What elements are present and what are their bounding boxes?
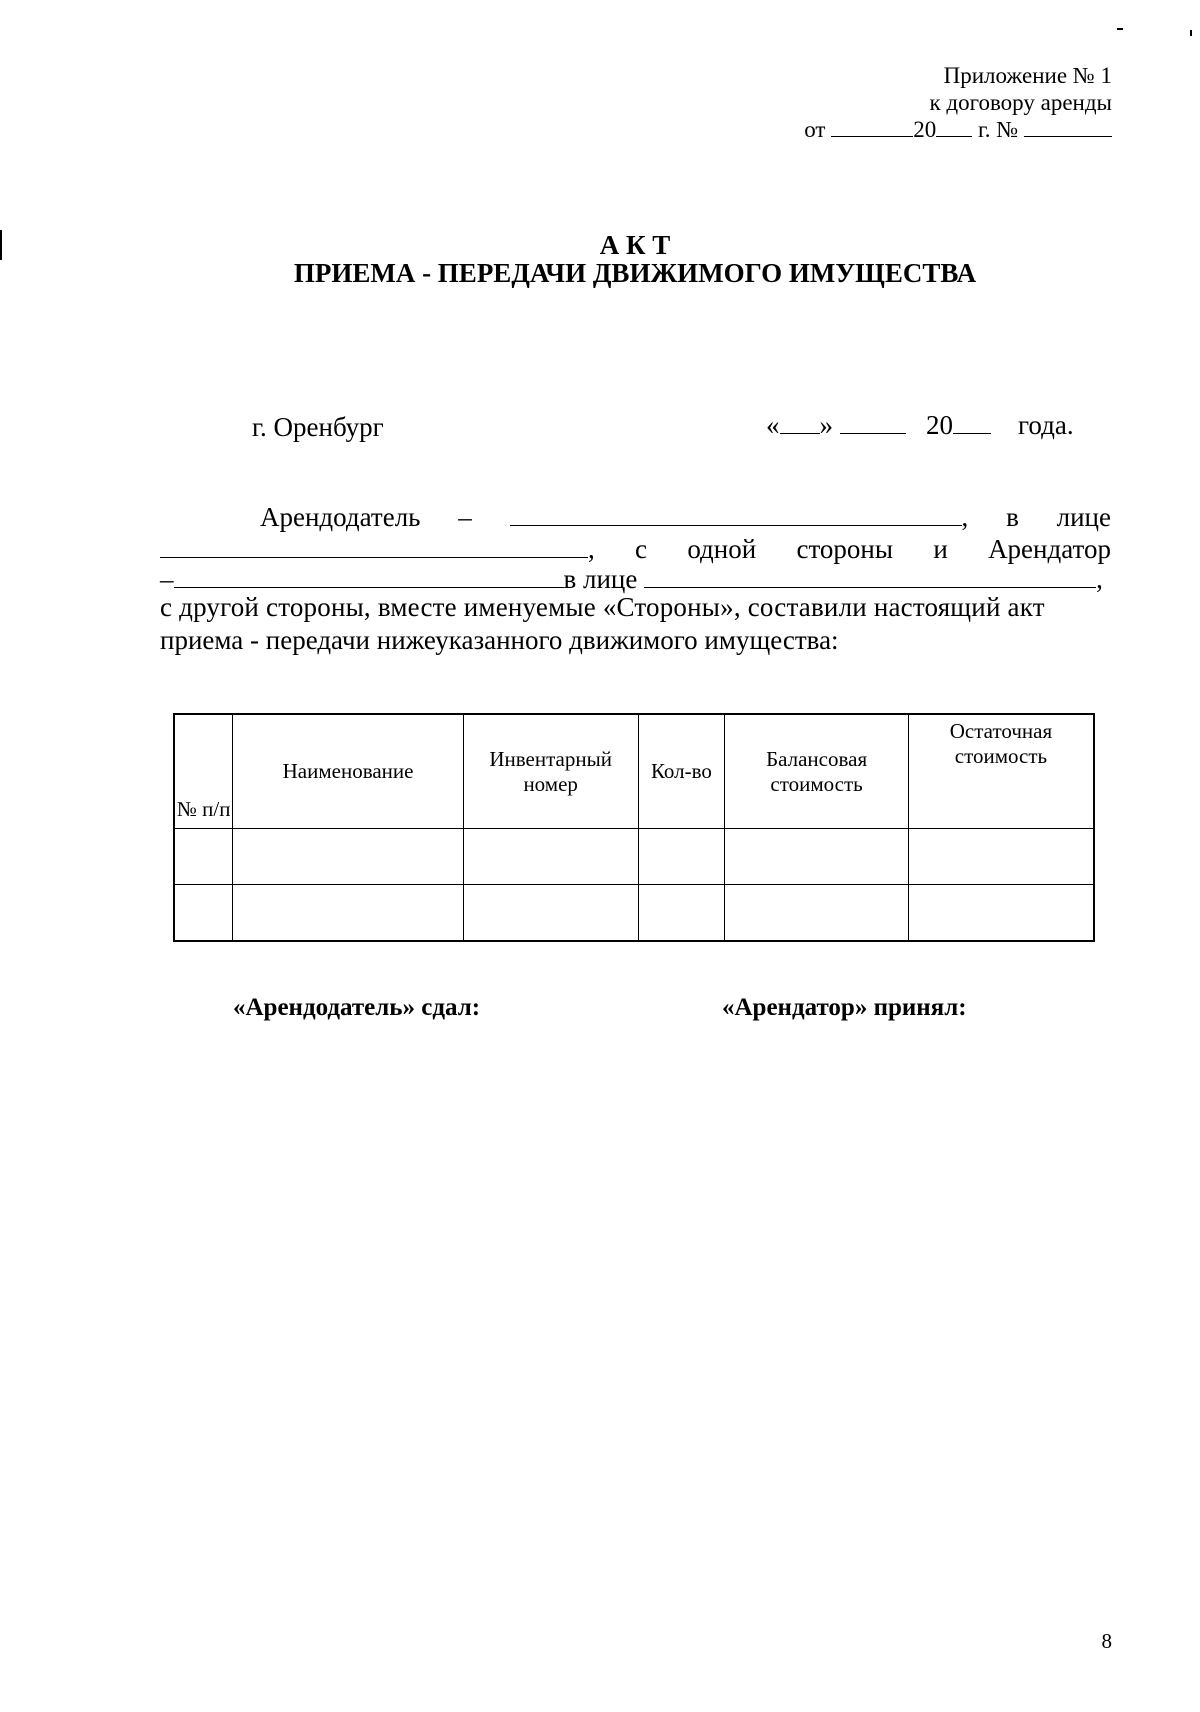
table-cell (908, 829, 1094, 885)
appendix-title: Приложение № 1 (943, 63, 1112, 88)
scan-edge-mark (0, 230, 2, 260)
table-header-row (174, 714, 1094, 829)
document-subtitle: ПРИЕМА - ПЕРЕДАЧИ ДВИЖИМОГО ИМУЩЕСТВА (293, 258, 977, 288)
table-row (174, 829, 1094, 885)
blank-date (831, 135, 913, 137)
header-quantity: Кол-во (638, 714, 725, 829)
header-name: Наименование (233, 714, 464, 829)
table-cell (638, 885, 725, 942)
appendix-block (804, 62, 1112, 143)
header-inventory-number: Инвентарный номер (463, 714, 638, 829)
table-cell (233, 829, 464, 885)
table-cell (725, 829, 909, 885)
table-cell (725, 885, 909, 942)
signature-landlord: «Арендодатель» сдал: (233, 994, 481, 1021)
property-table (173, 713, 1095, 942)
table-row (174, 885, 1094, 942)
blank-number (1024, 135, 1112, 137)
scan-speck (1190, 30, 1192, 36)
scan-speck (1117, 28, 1123, 30)
signature-tenant: «Арендатор» принял: (722, 994, 967, 1021)
blank-month (840, 432, 906, 434)
table-cell (174, 885, 233, 942)
blank-tenant-person (644, 586, 1096, 588)
blank-day (780, 432, 820, 434)
body-line-2: , с одной стороны и Арендатор (160, 534, 1111, 565)
appendix-contract: к договору аренды (929, 90, 1112, 115)
table-cell (638, 829, 725, 885)
document-title: А К Т (599, 230, 671, 260)
table-cell (463, 829, 638, 885)
header-book-value: Балансовая стоимость (725, 714, 909, 829)
blank-year (936, 135, 972, 137)
body-line-5: приема - передачи нижеуказанного движимого имущества: (160, 625, 839, 655)
appendix-date-number: от 20 г. № (804, 116, 1112, 143)
blank-year2 (953, 432, 991, 434)
table-cell (908, 885, 1094, 942)
blank-tenant (174, 586, 564, 588)
blank-landlord-person (160, 556, 588, 558)
table-cell (174, 829, 233, 885)
blank-landlord (510, 524, 962, 526)
page-number: 8 (1101, 1629, 1112, 1653)
city: г. Оренбург (252, 412, 384, 442)
body-line-3: – в лице , (160, 564, 1103, 594)
document-date: « » 20 года. (766, 410, 1074, 440)
body-line-1: Арендодатель – , в лице (260, 502, 1111, 532)
body-line-4: с другой стороны, вместе именуемые «Стороны», составили настоящий акт (160, 592, 1045, 622)
table-cell (233, 885, 464, 942)
table-cell (463, 885, 638, 942)
header-residual-value: Остаточная стоимость (908, 714, 1094, 829)
header-number: № п/п (174, 714, 233, 829)
